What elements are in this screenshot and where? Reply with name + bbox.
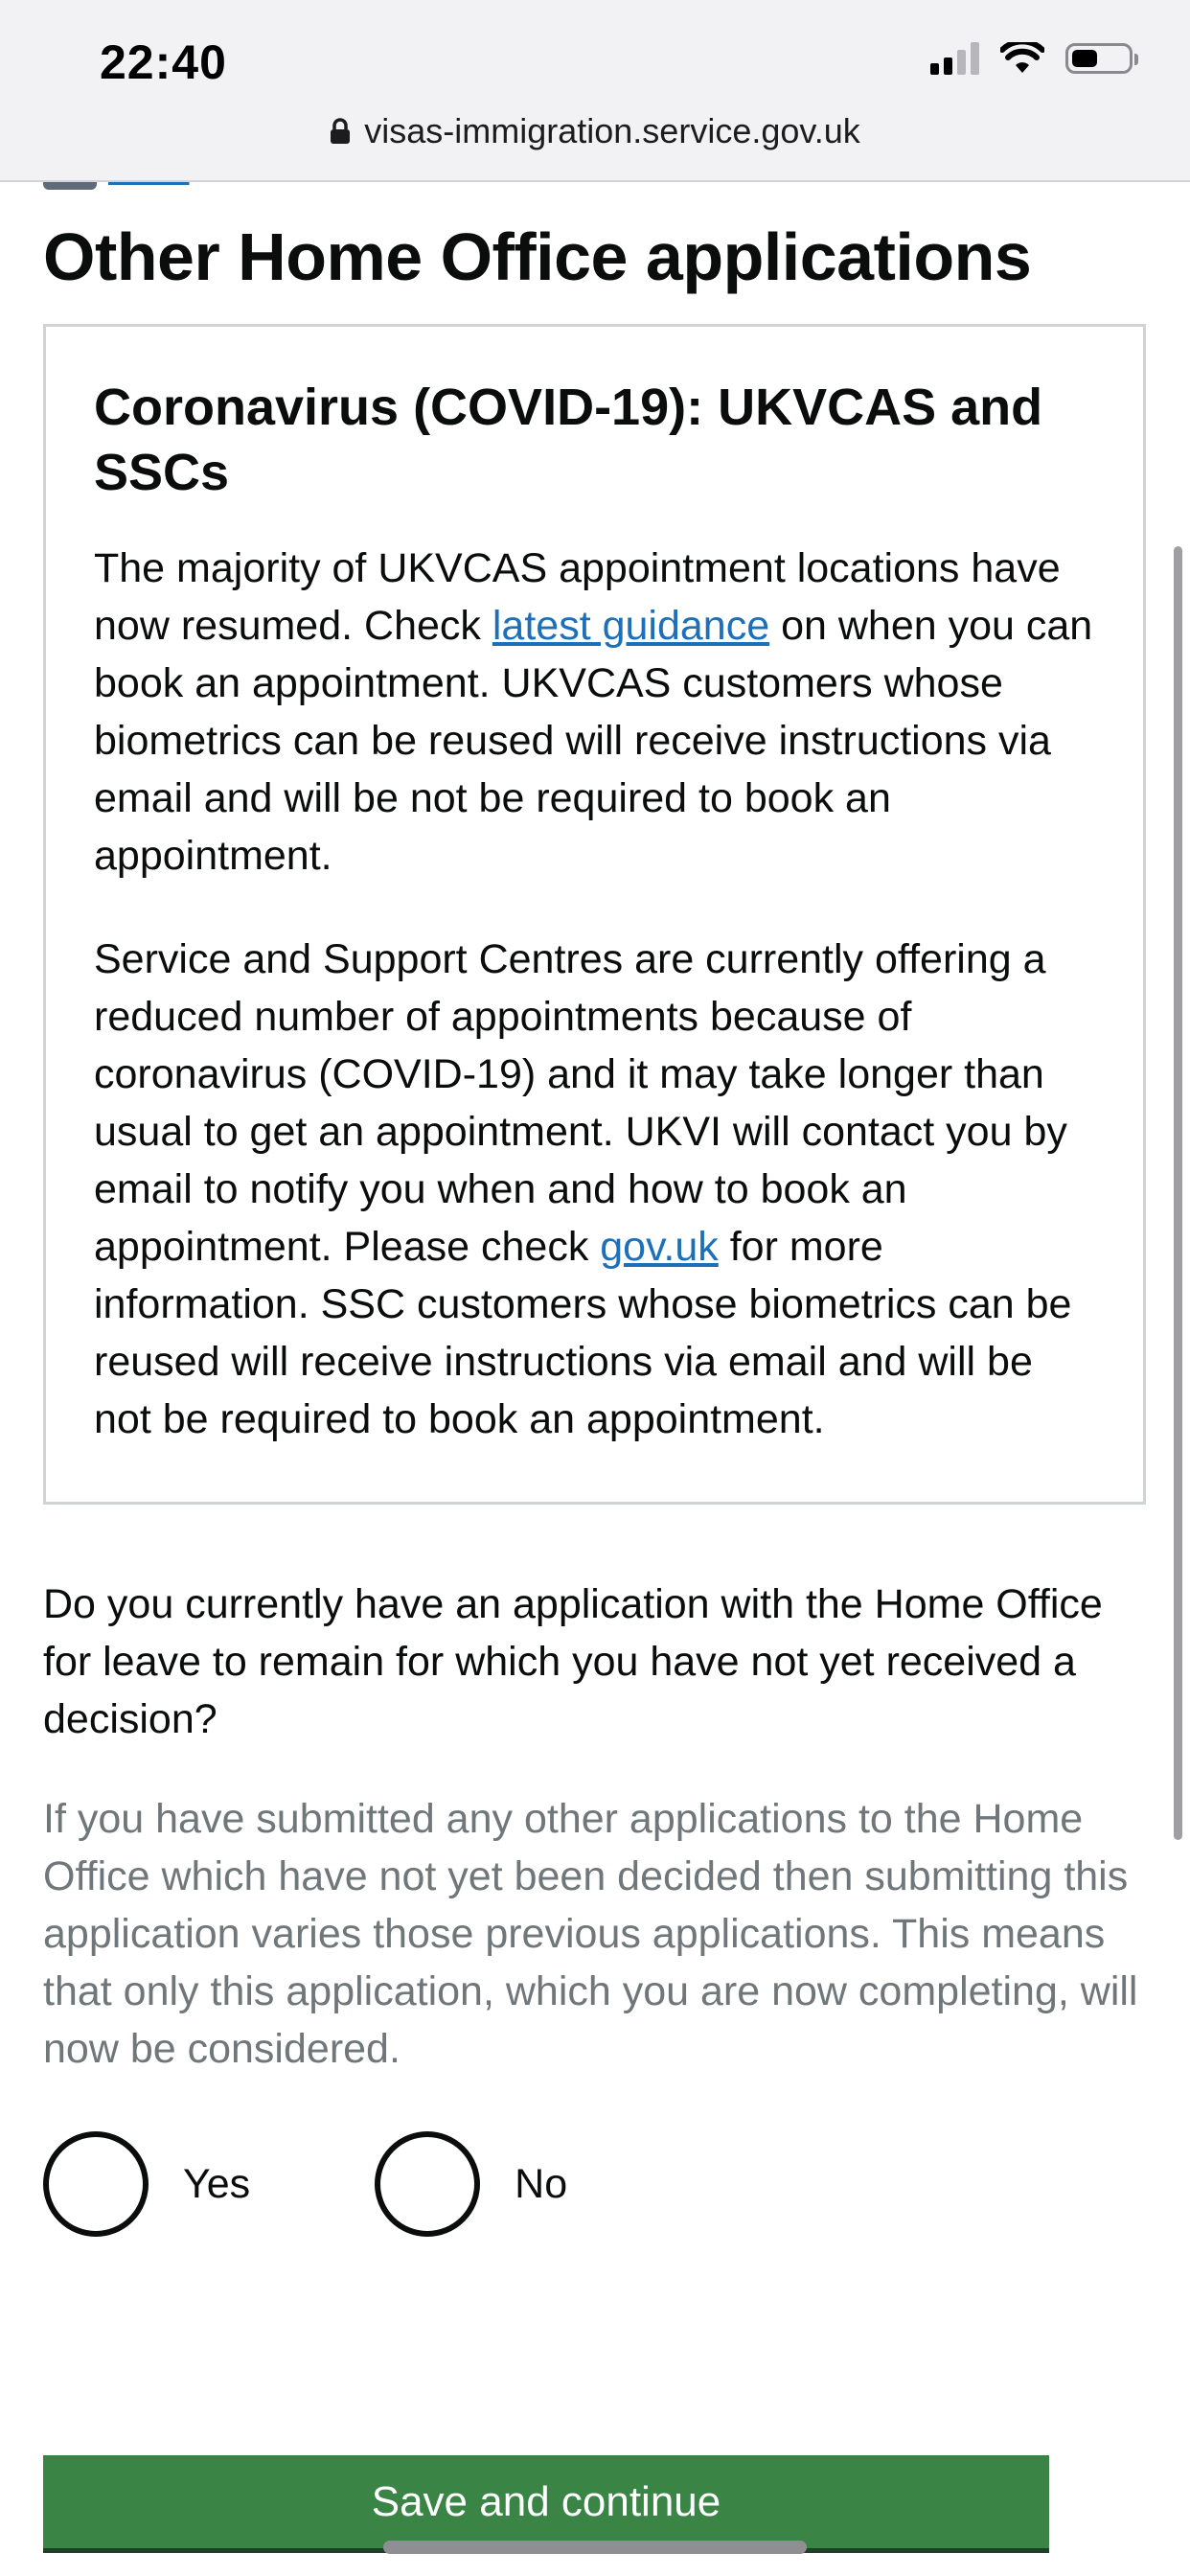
notice-text: The majority of UKVCAS appointment locations have now resumed. Check [94,545,1061,649]
radio-button-no[interactable] [375,2131,480,2237]
notice-heading: Coronavirus (COVID-19): UKVCAS and SSCs [94,379,1043,501]
latest-guidance-link[interactable]: latest guidance [492,603,770,649]
home-indicator[interactable] [383,2541,807,2554]
radio-button-yes[interactable] [43,2131,149,2237]
notice-text: Service and Support Centres are currently offering a reduced number of appointments because of coronavirus (COVID-19) and it may take longer than usual to get an appointment. UKVI will contact you by email to notify you when and how to book an appointment. Please check [94,936,1067,1270]
question-hint: If you have submitted any other applications to the Home Office which have not yet been decided then submitting this application varies those previous applications. This means that only this application, which you are now completing, will now be considered. [43,1796,1138,2072]
page-scrollbar[interactable] [1174,546,1182,1840]
notice-text: on when you can book an appointment. UKVCAS customers whose biometrics can be reused will receive instructions via email and will be not be required to book an appointment. [94,603,1093,879]
main-content [43,144,1147,2237]
wifi-icon [1000,42,1044,75]
notice-paragraph-ssc [94,931,1097,1448]
radio-option-no[interactable] [375,2131,567,2237]
url-text: visas-immigration.service.gov.uk [364,111,860,150]
notice-text: for more information. SSC customers whose biometrics can be reused will receive instructions via email and will be not be required to book an appointment. [94,1224,1072,1442]
notice-paragraph-ukvcas [94,540,1097,885]
lock-icon [330,118,351,145]
status-time: 22:40 [100,35,227,89]
browser-chrome [0,0,1190,182]
radio-option-yes[interactable] [43,2131,250,2237]
radio-label-yes[interactable]: Yes [183,2160,251,2207]
cellular-signal-icon [930,42,979,75]
gov-uk-link[interactable]: gov.uk [600,1224,719,1270]
battery-level [1072,50,1097,67]
save-and-continue-button[interactable]: Save and continue [43,2455,1049,2553]
status-icons [930,42,1133,75]
question-label: Do you currently have an application with the Home Office for leave to remain for which you have not yet received a decision? [43,1581,1103,1742]
radio-label-no[interactable]: No [515,2160,568,2207]
radio-group [43,2131,1147,2237]
battery-icon [1065,43,1133,74]
covid-notice-panel [43,324,1146,1505]
address-bar[interactable] [0,111,1190,151]
page-title: Other Home Office applications [43,219,1032,294]
